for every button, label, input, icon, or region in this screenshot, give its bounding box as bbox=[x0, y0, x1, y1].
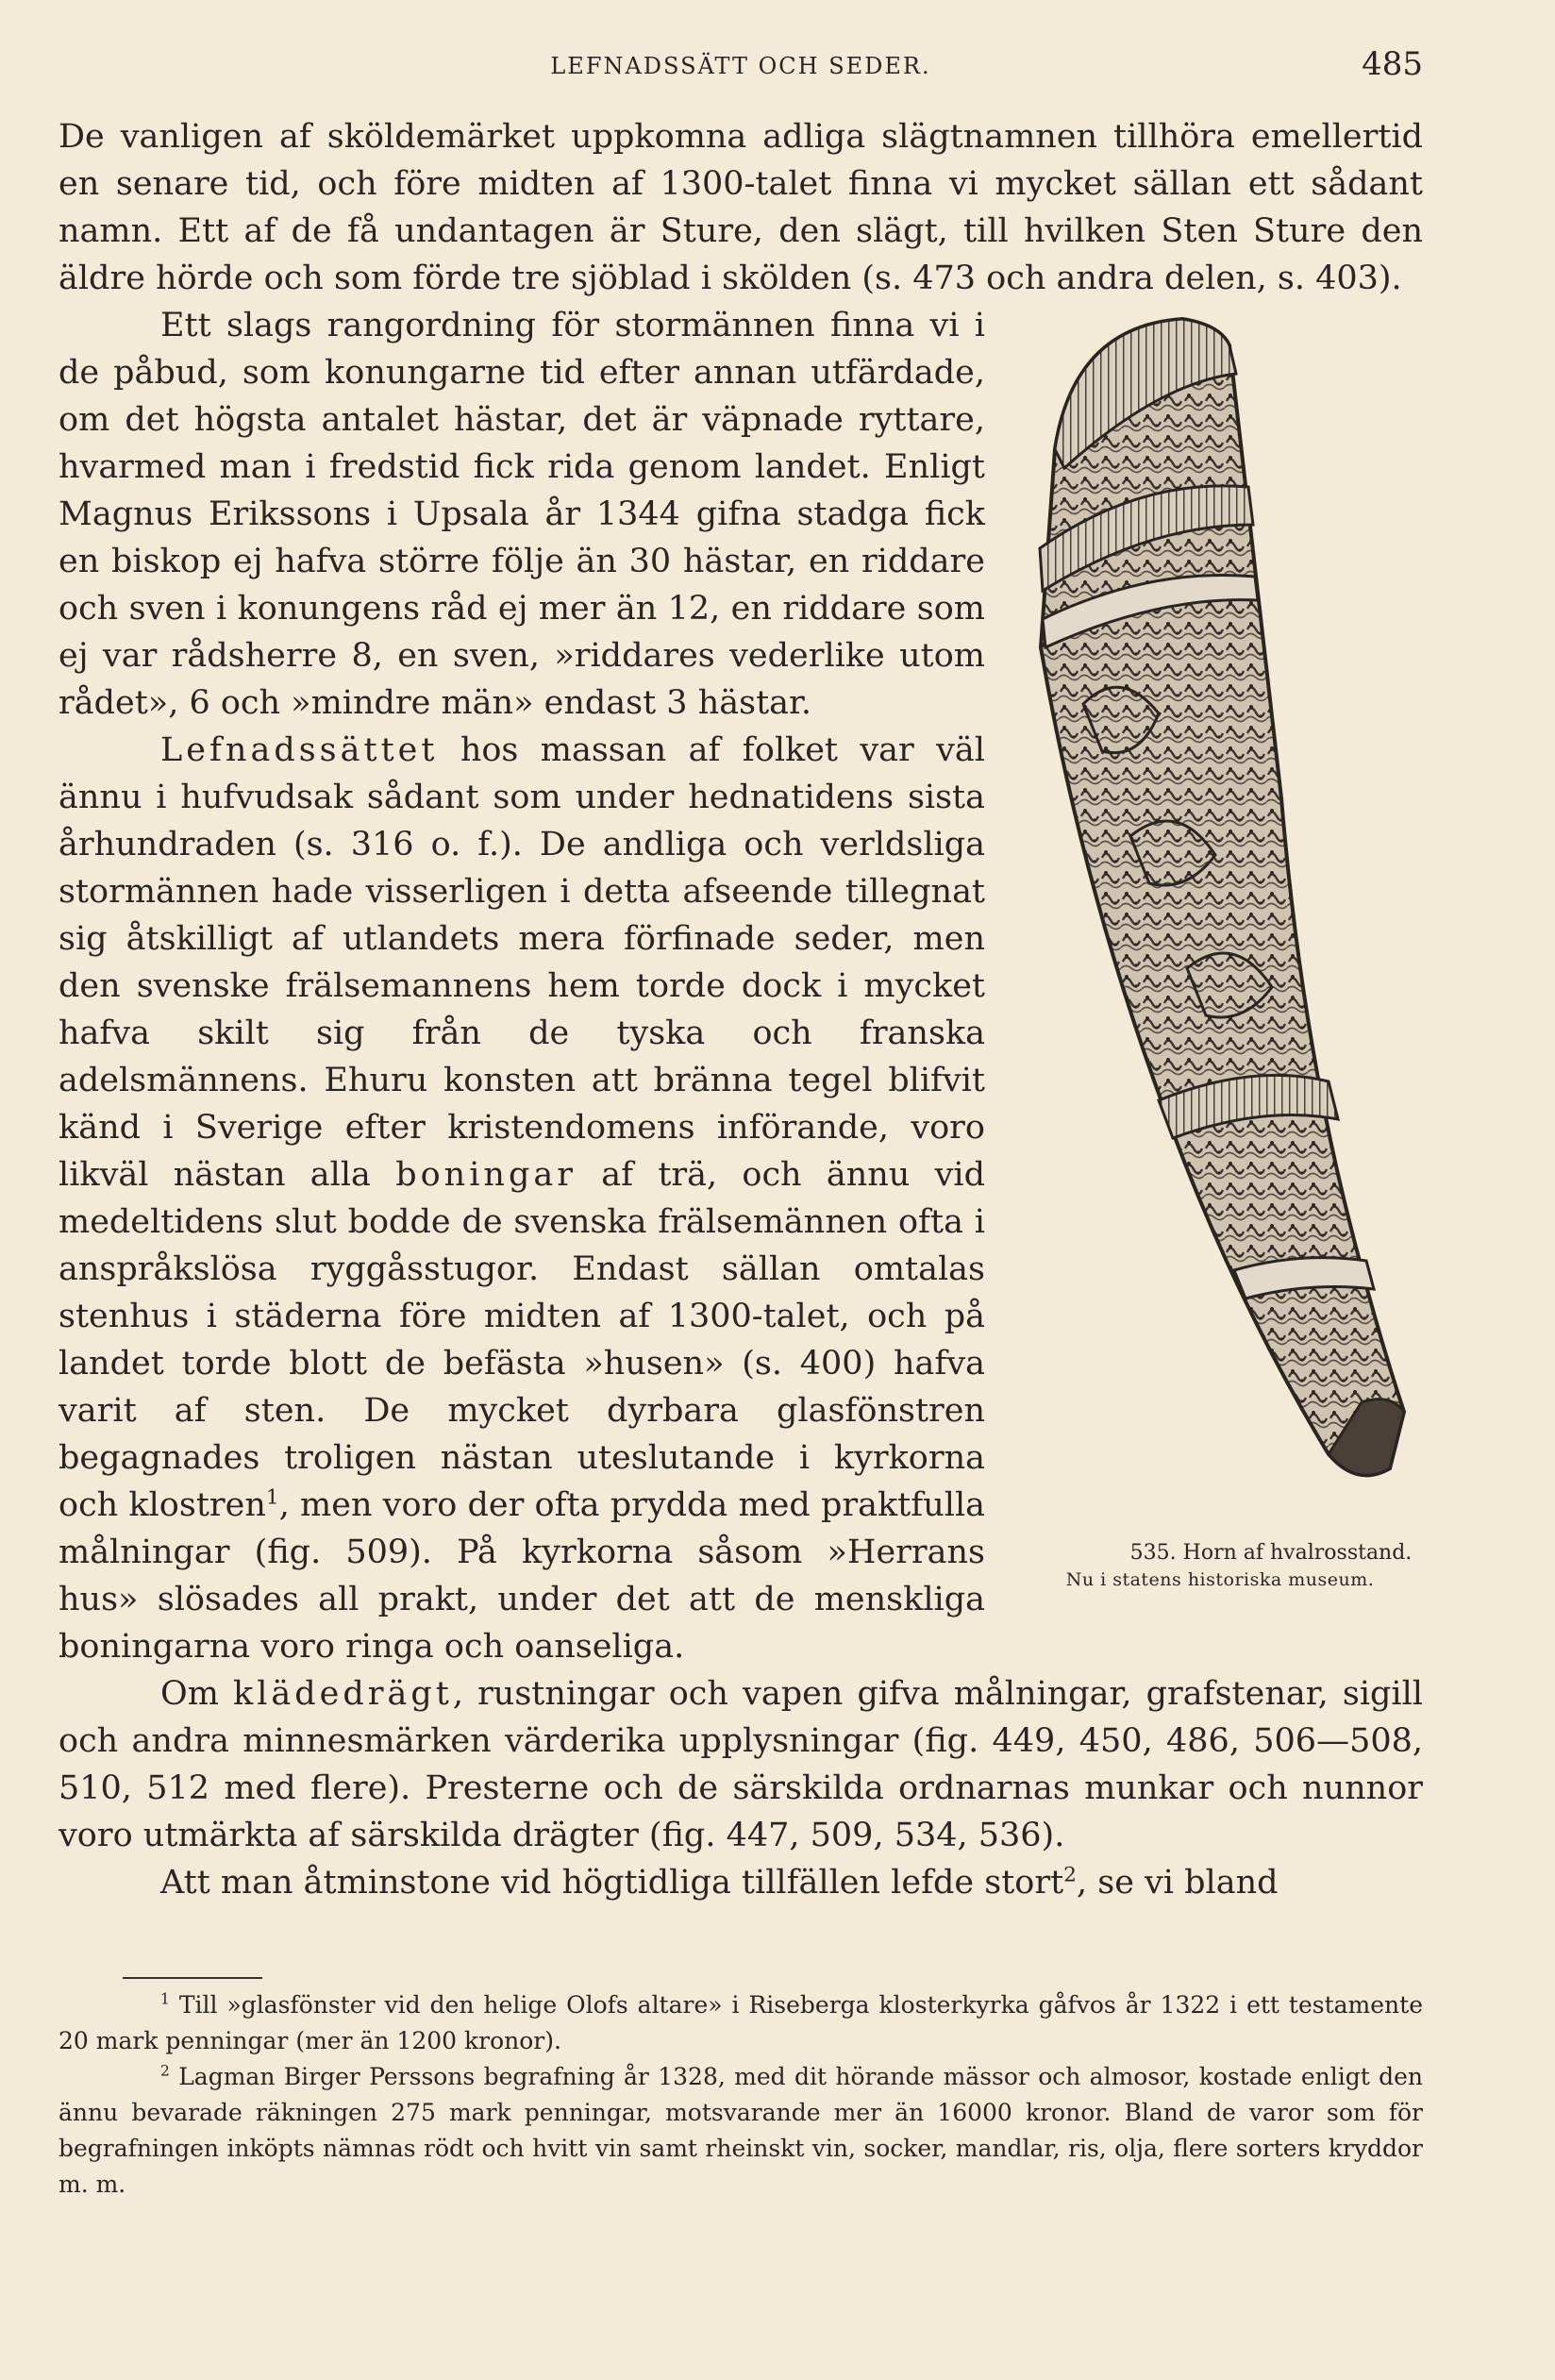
footnote-1-mark: 1 bbox=[160, 1990, 170, 2008]
running-title: LEFNADSSÄTT OCH SEDER. bbox=[550, 53, 931, 79]
paragraph-5 bbox=[59, 1859, 1423, 1906]
caption-line-1: 535. Horn af hvalrosstand. bbox=[1129, 1541, 1413, 1565]
footnote-2 bbox=[59, 2059, 1423, 2203]
emphasis-kladedragt: klädedrägt bbox=[232, 1675, 453, 1713]
figure-535 bbox=[1017, 308, 1423, 1610]
paragraph-4-part-a: Om bbox=[160, 1675, 233, 1713]
paragraph-1: De vanligen af sköldemärket uppkomna adliga slägtnamnen tillhöra emellertid en senare tid, och före midten af 1300-talet finna vi mycket sällan ett sådant namn. Ett af de få undantagen är Sture, den slägt, till hvilken Sten Sture den äldre hörde och som förde tre sjöblad i skölden (s. 473 och andra delen, s. 403). bbox=[59, 118, 1423, 297]
running-head bbox=[59, 45, 1423, 83]
paragraph-3-part-c: , men voro der ofta prydda med praktfulla målningar (fig. 509). På kyrkorna såsom »Herrans hus» slösades all prakt, under det att de menskliga boningarna voro ringa och oanseliga. bbox=[59, 1486, 986, 1666]
paragraph-3-part-b: af trä, och ännu vid medeltidens slut bodde de svenska frälsemännen ofta i anspråkslösa ryggåsstugor. Endast sällan omtalas stenhus i städerna före midten af 1300-talet, och på landet torde blott de befästa »husen» (s. 400) hafva varit af sten. De mycket dyrbara glasfönstren begagnades troligen nästan uteslutande i kyrkorna och klostren bbox=[59, 1156, 985, 1524]
emphasis-lefnadssattet: Lefnadssättet bbox=[160, 731, 439, 769]
footnotes bbox=[59, 1987, 1423, 2203]
body-text bbox=[59, 113, 1423, 1906]
footnote-divider bbox=[123, 1977, 262, 1979]
walrus-ivory-horn-illustration bbox=[1017, 308, 1423, 1534]
paragraph-5-part-b: , se vi bland bbox=[1076, 1864, 1279, 1902]
paragraph-2-text: Ett slags rangordning för stormännen finna vi i de påbud, som konungarne tid efter annan utfärdade, om det högsta antalet hästar, det är väpnade ryttare, hvarmed man i fredstid fick rida genom landet. Enligt Magnus Erikssons i Upsala år 1344 gifna stadga fick en biskop ej hafva större följe än 30 hästar, en riddare och sven i konungens råd ej mer än 12, en riddare som ej var rådsherre 8, en sven, »riddares vederlike utom rådet», 6 och »mindre män» endast 3 hästar. bbox=[59, 307, 985, 722]
footnote-1-text: Till »glasfönster vid den helige Olofs altare» i Riseberga klosterkyrka gåfvos år 1322 i ett testamente 20 mark penningar (mer än 1200 kronor). bbox=[59, 1991, 1423, 2054]
footnote-2-text: Lagman Birger Perssons begrafning år 1328, med dit hörande mässor och almosor, kostade enligt den ännu bevarade räkningen 275 mark penningar, motsvarande mer än 16000 kronor. Bland de varor som för begrafningen inköpts nämnas rödt och hvitt vin samt rheinskt vin, socker, mandlar, ris, olja, flere sorters kryddor m. m. bbox=[59, 2063, 1423, 2198]
footnote-ref-1[interactable]: 1 bbox=[265, 1485, 279, 1510]
paragraph-4 bbox=[59, 1670, 1423, 1859]
paragraph-3-part-a: hos massan af folket var väl ännu i hufvudsak sådant som under hednatidens sista århundraden (s. 316 o. f.). De andliga och verldsliga stormännen hade visserligen i detta afseende tillegnat sig åtskilligt af utlandets mera förfinade seder, men den svenske frälsemannens hem torde dock i mycket hafva skilt sig från de tyska och franska adelsmännens. Ehuru konsten att bränna tegel blifvit känd i Sverige efter kristendomens införande, voro likväl nästan alla bbox=[59, 731, 985, 1194]
paragraph-4-part-b: , rustningar och vapen gifva målningar, grafstenar, sigill och andra minnesmärken värderika upplysningar (fig. 449, 450, 486, 506—508, 510, 512 med flere). Presterne och de särskilda ordnarnas munkar och nunnor voro utmärkta af särskilda drägter (fig. 447, 509, 534, 536). bbox=[59, 1675, 1423, 1854]
caption-line-2: Nu i statens historiska museum. bbox=[1065, 1569, 1375, 1590]
footnote-ref-2[interactable]: 2 bbox=[1063, 1863, 1077, 1887]
footnote-1 bbox=[59, 1987, 1423, 2059]
paragraph-5-part-a: Att man åtminstone vid högtidliga tillfällen lefde stort bbox=[160, 1864, 1064, 1902]
page-number: 485 bbox=[1362, 45, 1423, 83]
emphasis-boningar: boningar bbox=[395, 1156, 577, 1194]
figure-caption bbox=[1017, 1540, 1423, 1593]
footnote-2-mark: 2 bbox=[160, 2062, 170, 2080]
